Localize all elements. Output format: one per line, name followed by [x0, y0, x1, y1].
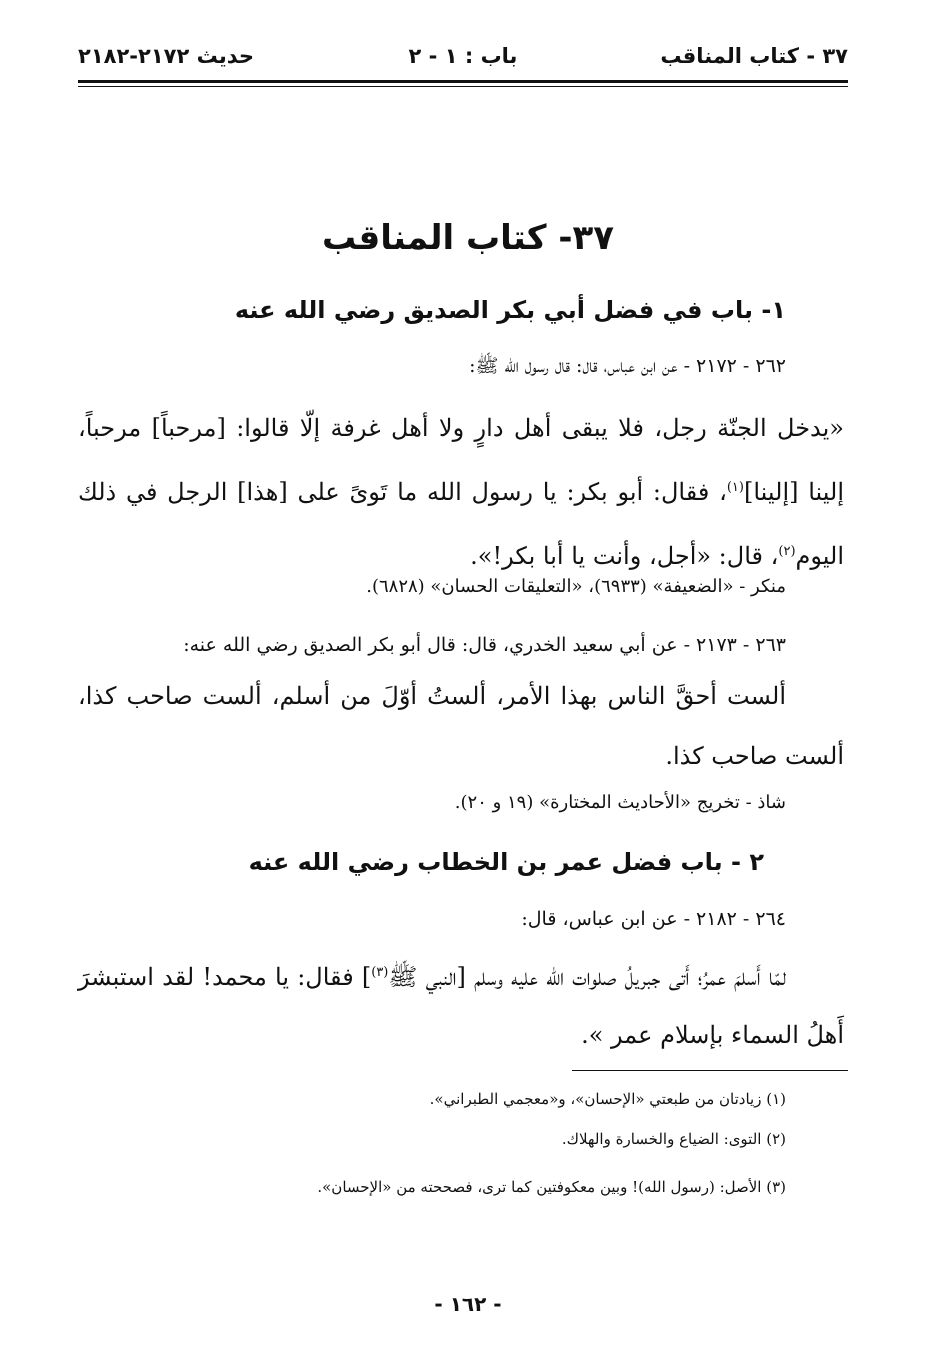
- chapter-heading-2: ٢ - باب فضل عمر بن الخطاب رضي الله عنه: [248, 848, 764, 876]
- footnote-3: (٣) الأصل: (رسول الله)! وبين معكوفتين كما ترى، فصححته من «الإحسان».: [317, 1178, 786, 1196]
- running-header: [78, 44, 848, 80]
- footnote-1: (١) زيادتان من طبعتي «الإحسان»، و«معجمي الطبراني».: [429, 1090, 786, 1108]
- chapter-heading-1: ١- باب في فضل أبي بكر الصديق رضي الله عنه: [234, 296, 786, 324]
- footnote-2: (٢) التوى: الضياع والخسارة والهلاك.: [561, 1130, 786, 1148]
- running-header-chapter: باب : ١ - ٢: [408, 44, 518, 68]
- hadith-head-264: ٢٦٤ - ٢١٨٢ - عن ابن عباس، قال:: [521, 908, 786, 930]
- hadith-text-262: [78, 398, 844, 586]
- page-number: - ١٦٢ -: [434, 1292, 502, 1316]
- hadith-head-262: ٢٦٢ - ٢١٧٢ - عن ابن عباس، قال: قال رسول الله ﷺ:: [469, 355, 786, 377]
- running-header-book: ٣٧ - كتاب المناقب: [660, 44, 848, 68]
- grading-263: شاذ - تخريج «الأحاديث المختارة» (١٩ و ٢٠).: [454, 792, 786, 813]
- hadith-text-262-part2: ، فقال: أبو بكر: يا رسول الله ما تَوىً على [هذا] الرجل في ذلك اليوم: [78, 478, 844, 570]
- book-title: ٣٧- كتاب المناقب: [322, 218, 614, 258]
- header-rule-thick: [78, 80, 848, 83]
- footnote-ref-3: (٣): [371, 965, 389, 980]
- hadith-text-264: [78, 944, 844, 1064]
- footnote-ref-1: (١): [726, 480, 744, 495]
- footnote-separator: [572, 1070, 848, 1071]
- grading-262: منكر - «الضعيفة» (٦٩٣٣)، «التعليقات الحسان» (٦٨٢٨).: [366, 576, 786, 597]
- running-header-hadith-range: حديث ٢١٧٢-٢١٨٢: [78, 44, 254, 68]
- hadith-text-264-part1: لمّا أَسلمَ عمرُ؛ أَتى جبريلُ صلوات الله عليه وسلم [النبي ﷺ: [388, 963, 786, 991]
- hadith-text-262-part1: «يدخل الجنّة رجل، فلا يبقى أهل دارٍ ولا أهل غرفة إلّا قالوا: [مرحباً] مرحباً، إلينا [إلينا]: [78, 414, 844, 506]
- hadith-text-262-part3: ، قال: «أجل، وأنت يا أبا بكر!».: [470, 542, 779, 570]
- hadith-text-264-part2: ] فقال: يا محمد! لقد استبشرَ أَهلُ السماء بإسلام عمر ».: [78, 963, 844, 1049]
- hadith-text-263: ألست أحقَّ الناس بهذا الأمر، ألستُ أوّلَ من أسلم، ألست صاحب كذا، ألست صاحب كذا.: [78, 682, 844, 770]
- header-rule-thin: [78, 86, 848, 87]
- footnote-ref-2: (٢): [778, 544, 796, 559]
- hadith-head-263: ٢٦٣ - ٢١٧٣ - عن أبي سعيد الخدري، قال: قال أبو بكر الصديق رضي الله عنه:: [183, 634, 786, 656]
